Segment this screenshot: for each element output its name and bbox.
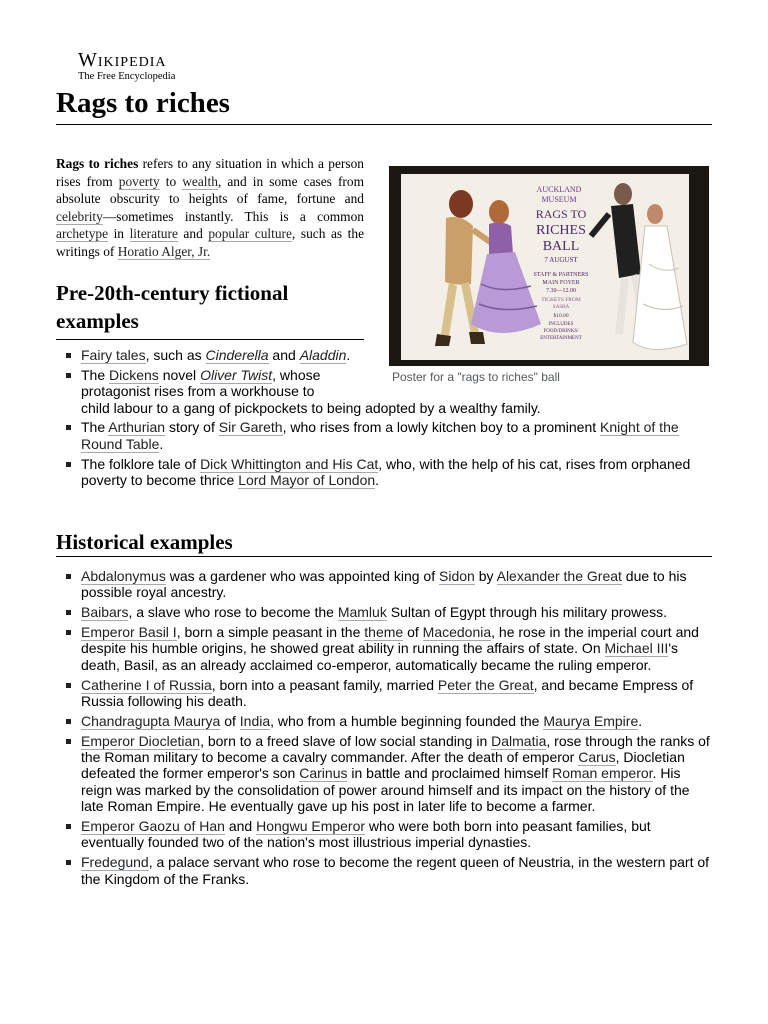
fiction-list bbox=[66, 347, 716, 492]
poster-line: BALL bbox=[542, 239, 580, 254]
item-text: was a gardener who was appointed king of bbox=[165, 568, 439, 584]
bullet bbox=[66, 683, 71, 688]
item-text: The bbox=[81, 419, 109, 436]
list-item bbox=[66, 733, 714, 815]
intro-text: and bbox=[177, 226, 209, 242]
item-text: novel bbox=[158, 366, 201, 383]
dancer-boot bbox=[469, 332, 485, 344]
link-wealth[interactable]: wealth bbox=[182, 173, 218, 189]
section-heading-historical: Historical examples bbox=[56, 528, 712, 557]
item-text: The folklore tale of bbox=[81, 455, 201, 472]
dancer-leg bbox=[615, 278, 629, 334]
item-text: , he rose in the imperial court and despite his humble origins, he showed great ability in running the affairs of state. On bbox=[81, 624, 699, 657]
link-poverty[interactable]: poverty bbox=[118, 173, 160, 189]
poster-line: STAFF & PARTNERS bbox=[533, 272, 589, 278]
item-text: , such as bbox=[145, 347, 206, 363]
poster-line: $10.00 bbox=[553, 313, 569, 319]
dancer-leg bbox=[441, 282, 457, 336]
dancer-head bbox=[489, 200, 509, 224]
intro-text: —sometimes instantly. This is a common bbox=[102, 208, 364, 224]
intro-paragraph bbox=[56, 155, 364, 261]
poster-artwork bbox=[401, 174, 689, 360]
item-text: , rose through the ranks of the Roman military to become a cavalry commander. After the death of emperor bbox=[81, 732, 710, 766]
dancer-coat bbox=[611, 204, 641, 278]
list-item bbox=[66, 367, 716, 416]
poster-line: INCLUDES bbox=[548, 322, 574, 327]
logo-tagline: The Free Encyclopedia bbox=[78, 71, 176, 82]
item-text: due to his possible royal ancestry. bbox=[81, 568, 687, 601]
link-sir-gareth[interactable]: Sir Gareth bbox=[218, 419, 283, 436]
item-text: , who, with the help of his cat, rises from orphaned poverty to become thrice bbox=[81, 455, 691, 489]
poster-line: AUCKLAND bbox=[536, 185, 582, 194]
link-dalmatia[interactable]: Dalmatia bbox=[491, 732, 547, 749]
bullet bbox=[66, 574, 71, 579]
poster-line: TICKETS FROM bbox=[541, 297, 581, 303]
link-carus[interactable]: Carus bbox=[578, 749, 616, 766]
list-item bbox=[66, 624, 714, 673]
list-item bbox=[66, 854, 714, 887]
link-oliver-twist[interactable]: Oliver Twist bbox=[200, 366, 273, 383]
item-text: , born into a peasant family, married bbox=[211, 676, 438, 693]
link-fredegund[interactable]: Fredegund bbox=[81, 854, 149, 871]
link-celebrity[interactable]: celebrity bbox=[56, 208, 103, 224]
item-text: . bbox=[346, 347, 351, 363]
link-horatio-alger[interactable]: Horatio Alger, Jr. bbox=[117, 243, 211, 259]
list-item bbox=[66, 818, 714, 851]
link-diocletian[interactable]: Emperor Diocletian bbox=[81, 732, 201, 749]
intro-text: in bbox=[108, 226, 130, 242]
item-text: . bbox=[159, 435, 164, 452]
poster-line: RAGS TO bbox=[535, 207, 587, 221]
item-text: of bbox=[220, 712, 240, 729]
wikipedia-logo[interactable] bbox=[78, 50, 175, 83]
bullet bbox=[66, 373, 71, 378]
poster-line: RICHES bbox=[536, 223, 586, 238]
bullet bbox=[66, 425, 71, 430]
list-item bbox=[66, 347, 351, 363]
item-text: , who rises from a lowly kitchen boy to a prominent bbox=[282, 419, 601, 436]
figure-caption: Poster for a "rags to riches" ball bbox=[392, 370, 560, 384]
intro-text: refers to any situation in which a person rises from bbox=[56, 156, 364, 189]
item-text: The bbox=[81, 366, 110, 383]
list-item bbox=[66, 713, 714, 729]
link-michael-iii[interactable]: Michael III bbox=[604, 640, 669, 657]
intro-text: , and in some cases from absolute obscurity to heights of fame, fortune and bbox=[56, 173, 364, 207]
item-text: , born to a freed slave of low social standing in bbox=[200, 732, 492, 749]
item-text: child labour to a gang of pickpockets to being adopted by a wealthy family. bbox=[81, 399, 541, 416]
poster-image[interactable] bbox=[389, 166, 709, 366]
link-knight-round-table[interactable]: Knight of the Round Table bbox=[81, 419, 679, 452]
bullet bbox=[66, 353, 71, 358]
history-list bbox=[66, 568, 714, 890]
poster-line: MUSEUM bbox=[541, 195, 577, 204]
link-literature[interactable]: literature bbox=[129, 226, 178, 242]
item-text: who were both born into peasant families, but eventually founded two of the nation's most illustrious imperial dynasties. bbox=[81, 818, 651, 851]
link-catherine[interactable]: Catherine I of Russia bbox=[81, 676, 212, 693]
link-dickens[interactable]: Dickens bbox=[109, 366, 159, 383]
bullet bbox=[66, 860, 71, 865]
poster-line: 7 AUGUST bbox=[544, 256, 578, 264]
dancer-boot bbox=[435, 334, 451, 346]
dancer-gown bbox=[633, 226, 687, 350]
logo-wordmark: Wikipedia bbox=[78, 49, 167, 71]
link-chandragupta[interactable]: Chandragupta Maurya bbox=[81, 712, 221, 729]
link-lord-mayor[interactable]: Lord Mayor of London bbox=[238, 472, 376, 489]
item-text: , a slave who rose to become the bbox=[128, 604, 338, 621]
bullet bbox=[66, 739, 71, 744]
link-cinderella[interactable]: Cinderella bbox=[205, 347, 269, 363]
link-macedonia[interactable]: Macedonia bbox=[422, 624, 492, 640]
item-text: in battle and proclaimed himself bbox=[347, 765, 553, 782]
poster-line: MAIN FOYER bbox=[542, 280, 580, 286]
bullet bbox=[66, 610, 71, 615]
item-text: by bbox=[474, 568, 497, 584]
item-text: 's death, Basil, as an already acclaimed co-emperor, automatically became the ruling emperor. bbox=[81, 640, 678, 673]
list-item bbox=[66, 456, 711, 489]
link-arthurian[interactable]: Arthurian bbox=[108, 419, 166, 436]
item-text: Sultan of Egypt through his military prowess. bbox=[386, 604, 667, 621]
link-archetype[interactable]: archetype bbox=[56, 226, 109, 242]
item-text: story of bbox=[165, 419, 219, 436]
item-text: and bbox=[224, 818, 257, 835]
link-abdalonymus[interactable]: Abdalonymus bbox=[81, 568, 166, 584]
item-text: . bbox=[375, 472, 380, 489]
intro-text: to bbox=[159, 173, 183, 189]
section-heading-fiction: Pre-20th-century fictional examples bbox=[56, 279, 364, 340]
page-title: Rags to riches bbox=[56, 86, 712, 125]
bullet bbox=[66, 719, 71, 724]
dancer-coat bbox=[445, 217, 473, 285]
item-text: , Diocletian defeated the former emperor's son bbox=[81, 749, 685, 782]
link-hongwu[interactable]: Hongwu Emperor bbox=[256, 818, 366, 835]
link-peter-the-great[interactable]: Peter the Great bbox=[437, 676, 534, 693]
poster-line: SASHA bbox=[552, 305, 570, 310]
item-text: , whose protagonist rises from a workhouse to bbox=[81, 366, 321, 400]
dancer-arm bbox=[591, 214, 609, 236]
list-item bbox=[66, 604, 714, 620]
link-dick-whittington[interactable]: Dick Whittington and His Cat bbox=[200, 455, 379, 472]
bullet bbox=[66, 462, 71, 467]
poster-line: 7.30—12.00 bbox=[546, 288, 576, 294]
link-gaozu[interactable]: Emperor Gaozu of Han bbox=[81, 818, 225, 835]
link-maurya-empire[interactable]: Maurya Empire bbox=[543, 712, 639, 729]
intro-text: , such as the writings of bbox=[56, 226, 365, 259]
link-popular-culture[interactable]: popular culture bbox=[208, 226, 292, 242]
dancer-skirt bbox=[471, 252, 541, 333]
poster-line: FOOD/DRINKS/ bbox=[543, 329, 579, 334]
item-text: . bbox=[638, 712, 643, 729]
item-text: , who from a humble beginning founded the bbox=[270, 712, 544, 729]
link-alexander[interactable]: Alexander the Great bbox=[496, 568, 622, 584]
link-sidon[interactable]: Sidon bbox=[439, 568, 475, 584]
item-text: , born a simple peasant in the bbox=[176, 624, 365, 640]
link-roman-emperor[interactable]: Roman emperor bbox=[552, 765, 653, 782]
link-theme[interactable]: theme bbox=[364, 624, 404, 640]
poster-illustration bbox=[401, 174, 689, 360]
dancer-head bbox=[614, 183, 632, 205]
list-item bbox=[66, 419, 711, 452]
item-text: , and became Empress of Russia following his death. bbox=[81, 676, 694, 710]
link-fairy-tales[interactable]: Fairy tales bbox=[81, 347, 146, 363]
dancer-head bbox=[449, 190, 473, 218]
link-carinus[interactable]: Carinus bbox=[299, 765, 348, 782]
link-basil[interactable]: Emperor Basil I bbox=[81, 624, 177, 640]
link-india[interactable]: India bbox=[239, 712, 271, 729]
link-aladdin[interactable]: Aladdin bbox=[299, 347, 347, 363]
item-text: . His reign was marked by the consolidation of power around himself and its impact on the history of the late Roman Empire. He eventually gave up his post in later life to become a farmer. bbox=[81, 765, 690, 815]
poster-line: ENTERTAINMENT bbox=[540, 336, 582, 341]
link-baibars[interactable]: Baibars bbox=[81, 604, 129, 621]
intro-bold-term: Rags to riches bbox=[56, 156, 139, 171]
poster-text bbox=[534, 185, 589, 341]
bullet bbox=[66, 630, 71, 635]
dancer-head bbox=[647, 204, 663, 224]
link-mamluk[interactable]: Mamluk bbox=[337, 604, 387, 621]
item-text: , a palace servant who rose to become the regent queen of Neustria, in the western part of the Kingdom of the Franks. bbox=[81, 854, 710, 887]
item-text: of bbox=[403, 624, 423, 640]
dancer-bodice bbox=[489, 222, 513, 256]
bullet bbox=[66, 824, 71, 829]
list-item bbox=[66, 677, 714, 710]
item-text: and bbox=[268, 347, 300, 363]
list-item bbox=[66, 568, 714, 601]
